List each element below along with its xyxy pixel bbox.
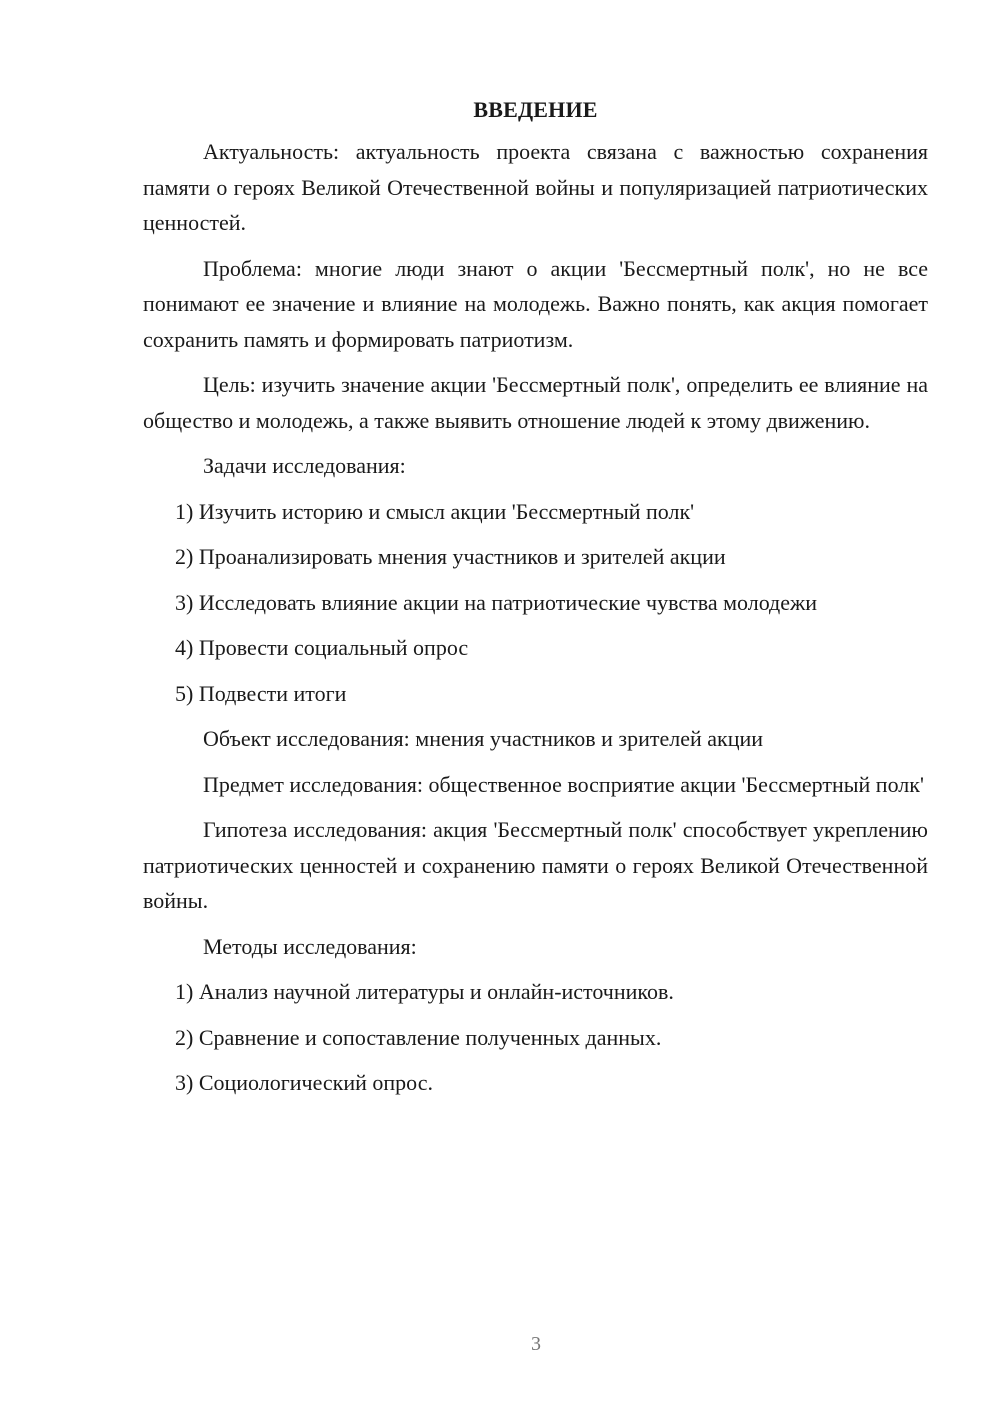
subject-paragraph: Предмет исследования: общественное восприятие акции 'Бессмертный полк' xyxy=(203,771,924,797)
goal-paragraph: Цель: изучить значение акции 'Бессмертный полк', определить ее влияние на общество и молодежь, а также выявить отношение людей к этому движению. xyxy=(143,372,928,433)
problem-paragraph: Проблема: многие люди знают о акции 'Бессмертный полк', но не все понимают ее значение и влияние на молодежь. Важно понять, как акция помогает сохранить память и формировать патриотизм. xyxy=(143,255,928,352)
methods-heading: Методы исследования: xyxy=(203,933,417,959)
method-item: 1) Анализ научной литературы и онлайн-источников. xyxy=(175,979,674,1004)
relevance-paragraph: Актуальность: актуальность проекта связана с важностью сохранения памяти о героях Великой Отечественной войны и популяризацией патриотических ценностей. xyxy=(143,139,928,235)
document-page xyxy=(143,92,928,1111)
page-number: 3 xyxy=(531,1333,541,1355)
task-item: 1) Изучить историю и смысл акции 'Бессмертный полк' xyxy=(175,498,695,524)
object-paragraph: Объект исследования: мнения участников и зрителей акции xyxy=(203,726,764,751)
tasks-list xyxy=(143,494,928,712)
section-title: ВВЕДЕНИЕ xyxy=(473,97,598,122)
task-item: 2) Проанализировать мнения участников и зрителей акции xyxy=(175,544,726,569)
task-item: 4) Провести социальный опрос xyxy=(175,635,469,660)
task-item: 5) Подвести итоги xyxy=(175,680,347,706)
methods-list xyxy=(143,974,928,1101)
tasks-heading: Задачи исследования: xyxy=(203,453,406,478)
task-item: 3) Исследовать влияние акции на патриотические чувства молодежи xyxy=(175,589,817,615)
hypothesis-paragraph: Гипотеза исследования: акция 'Бессмертный полк' способствует укреплению патриотических ценностей и сохранению памяти о героях Великой Отечественной войны. xyxy=(143,817,928,913)
method-item: 2) Сравнение и сопоставление полученных данных. xyxy=(175,1024,662,1050)
method-item: 3) Социологический опрос. xyxy=(175,1070,433,1095)
